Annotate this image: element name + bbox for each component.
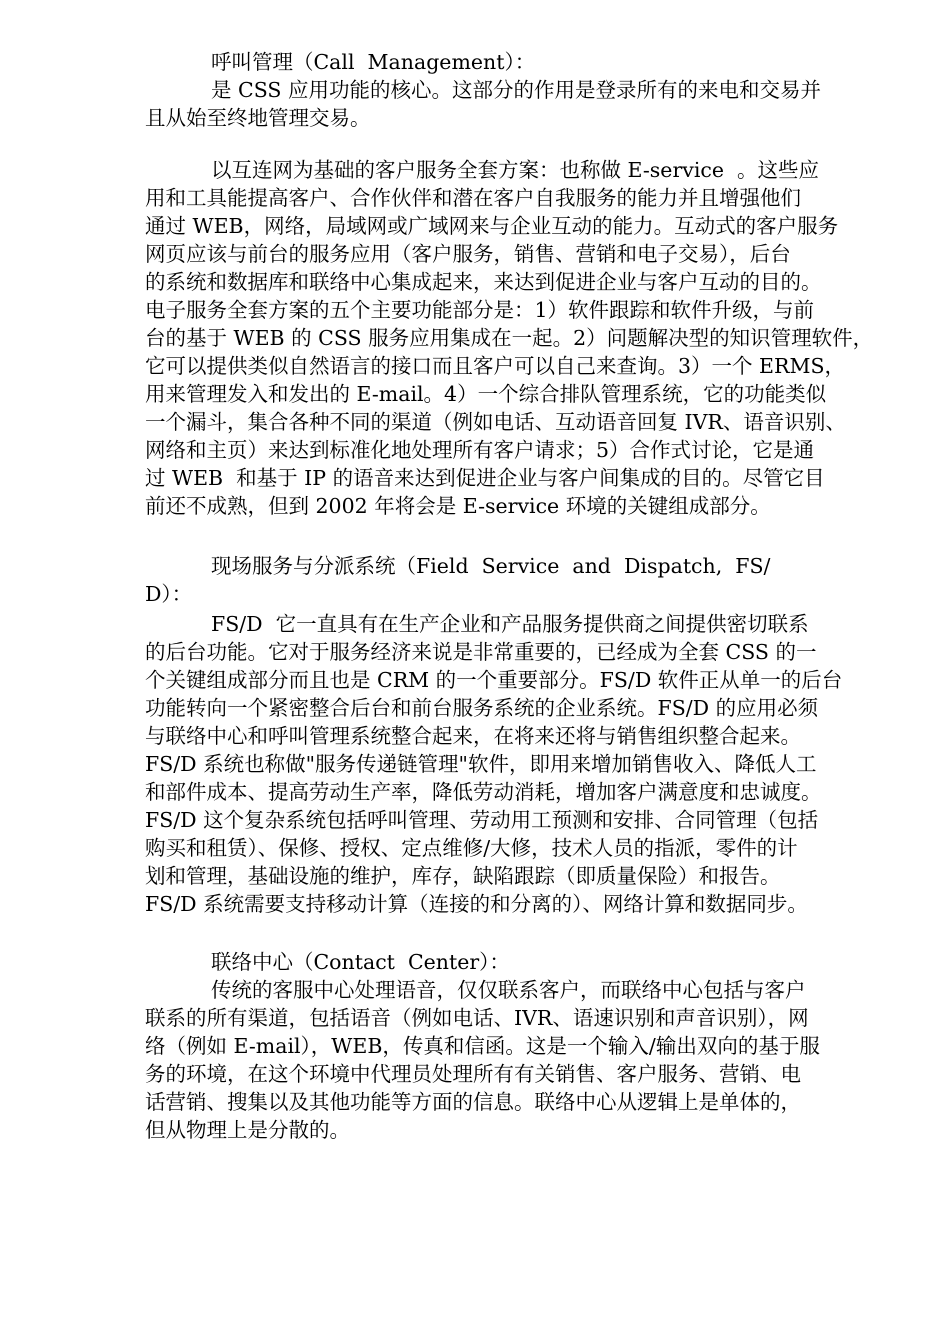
text-line: 购买和租赁）、保修、授权、定点维修/大修，技术人员的指派，零件的计	[145, 836, 798, 860]
text-line: 联系的所有渠道，包括语音（例如电话、IVR、语速识别和声音识别），网	[145, 1006, 809, 1030]
text-line: FS/D 系统需要支持移动计算（连接的和分离的）、网络计算和数据同步。	[145, 892, 808, 916]
text-line: 络（例如 E-mail），WEB，传真和信函。这是一个输入/输出双向的基于服	[145, 1034, 820, 1058]
heading-contact-center: 联络中心（Contact Center）：	[211, 950, 510, 974]
text-line: 用来管理发入和发出的 E-mail。4）一个综合排队管理系统，它的功能类似	[145, 382, 827, 406]
text-line: 与联络中心和呼叫管理系统整合起来，在将来还将与销售组织整合起来。	[145, 724, 801, 748]
text-line: 过 WEB 和基于 IP 的语音来达到促进企业与客户间集成的目的。尽管它目	[145, 466, 825, 490]
text-line: 务的环境，在这个环境中代理员处理所有有关销售、客户服务、营销、电	[145, 1062, 801, 1086]
text-line: 网页应该与前台的服务应用（客户服务，销售、营销和电子交易），后台	[145, 242, 791, 266]
text-line: FS/D 它一直具有在生产企业和产品服务提供商之间提供密切联系	[211, 612, 809, 636]
text-line: 和部件成本、提高劳动生产率，降低劳动消耗，增加客户满意度和忠诚度。	[145, 780, 822, 804]
text-line: 功能转向一个紧密整合后台和前台服务系统的企业系统。FS/D 的应用必须	[145, 696, 819, 720]
text-line: 传统的客服中心处理语音，仅仅联系客户，而联络中心包括与客户	[211, 978, 806, 1002]
text-line: 划和管理，基础设施的维护，库存，缺陷跟踪（即质量保险）和报告。	[145, 864, 781, 888]
text-line: 电子服务全套方案的五个主要功能部分是：1）软件跟踪和软件升级，与前	[145, 298, 815, 322]
text-line: 通过 WEB，网络，局域网或广域网来与企业互动的能力。互动式的客户服务	[145, 214, 839, 238]
text-line: 话营销、搜集以及其他功能等方面的信息。联络中心从逻辑上是单体的，	[145, 1090, 801, 1114]
text-line: 一个漏斗，集合各种不同的渠道（例如电话、互动语音回复 IVR、语音识别、	[145, 410, 846, 434]
text-line: FS/D 系统也称做"服务传递链管理"软件，即用来增加销售收入、降低人工	[145, 752, 817, 776]
text-line: 台的基于 WEB 的 CSS 服务应用集成在一起。2）问题解决型的知识管理软件，	[145, 326, 874, 350]
heading-field-service-cont: D）：	[145, 582, 193, 606]
text-line: 是 CSS 应用功能的核心。这部分的作用是登录所有的来电和交易并	[211, 78, 821, 102]
text-line: FS/D 这个复杂系统包括呼叫管理、劳动用工预测和安排、合同管理（包括	[145, 808, 819, 832]
text-line: 用和工具能提高客户、合作伙伴和潜在客户自我服务的能力并且增强他们	[145, 186, 801, 210]
text-line: 且从始至终地管理交易。	[145, 106, 371, 130]
text-line: 以互连网为基础的客户服务全套方案：也称做 E-service 。这些应	[211, 158, 820, 182]
text-line: 网络和主页）来达到标准化地处理所有客户请求；5）合作式讨论，它是通	[145, 438, 815, 462]
text-line: 但从物理上是分散的。	[145, 1118, 350, 1142]
heading-call-management: 呼叫管理（Call Management）：	[211, 50, 536, 74]
text-line: 它可以提供类似自然语言的接口而且客户可以自己来查询。3）一个 ERMS，	[145, 354, 845, 378]
text-line: 个关键组成部分而且也是 CRM 的一个重要部分。FS/D 软件正从单一的后台	[145, 668, 843, 692]
text-line: 的系统和数据库和联络中心集成起来，来达到促进企业与客户互动的目的。	[145, 270, 822, 294]
text-line: 的后台功能。它对于服务经济来说是非常重要的，已经成为全套 CSS 的一	[145, 640, 817, 664]
heading-field-service: 现场服务与分派系统（Field Service and Dispatch, FS/	[211, 554, 771, 578]
text-line: 前还不成熟，但到 2002 年将会是 E-service 环境的关键组成部分。	[145, 494, 771, 518]
